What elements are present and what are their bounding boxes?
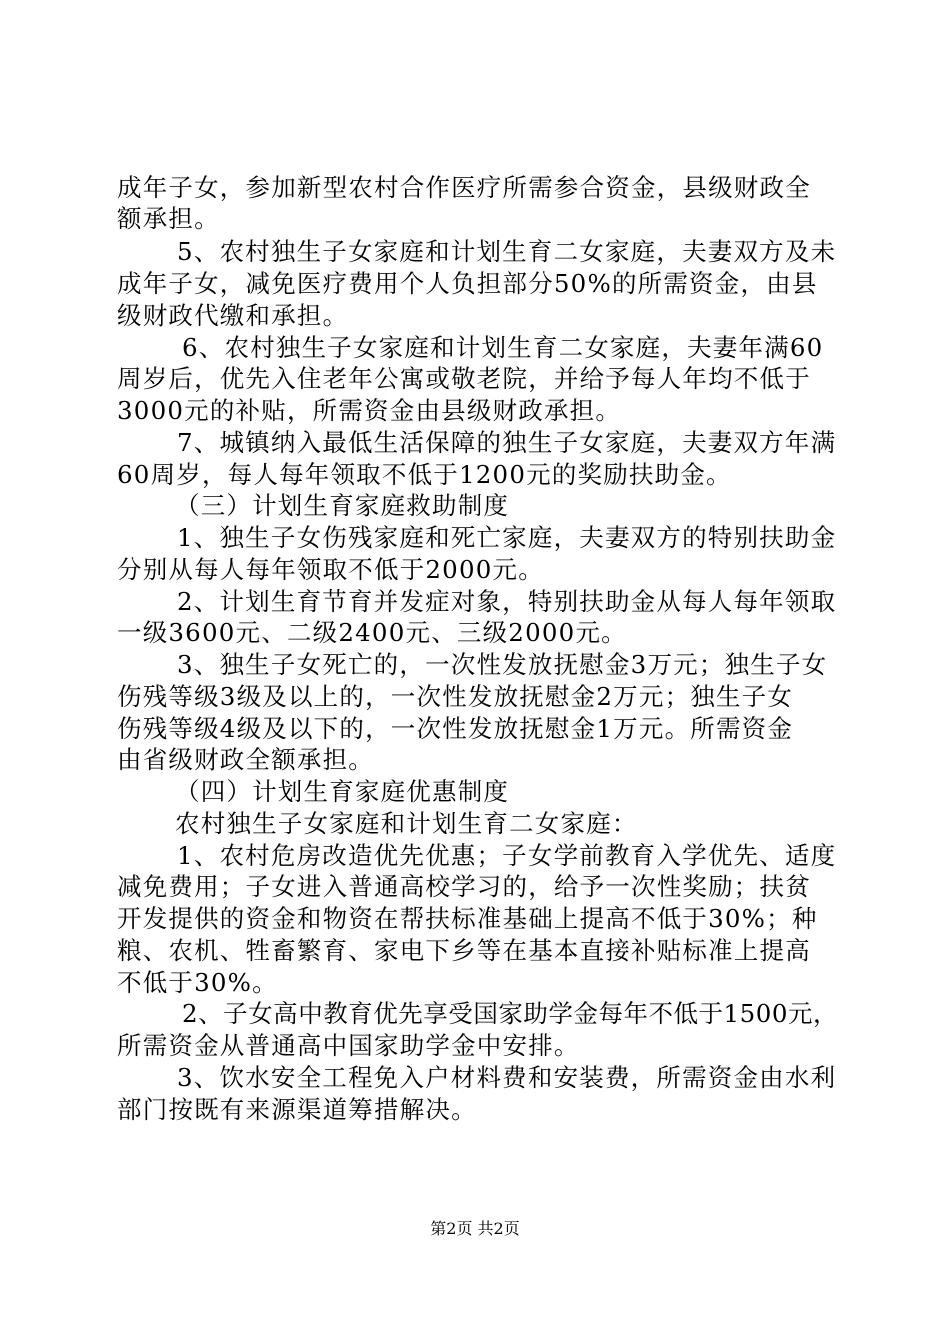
section-heading: （四）计划生育家庭优惠制度 <box>175 777 510 806</box>
text-line: 额承担。 <box>117 204 220 233</box>
text-line: 5、农村独生子女家庭和计划生育二女家庭，夫妻双方及未 <box>177 237 837 266</box>
text-line: 1、农村危房改造优先优惠；子女学前教育入学优先、适度 <box>177 841 837 870</box>
text-line: 不低于30%。 <box>117 968 278 997</box>
text-line: 粮、农机、牲畜繁育、家电下乡等在基本直接补贴标准上提高 <box>117 936 811 965</box>
text-line: 周岁后，优先入住老年公寓或敬老院，并给予每人年均不低于 <box>117 364 811 393</box>
text-line: 2、子女高中教育优先享受国家助学金每年不低于1500元， <box>182 999 839 1028</box>
text-line: 成年子女，减免医疗费用个人负担部分50%的所需资金，由县 <box>117 269 818 298</box>
text-line: 6、农村独生子女家庭和计划生育二女家庭，夫妻年满60 <box>182 333 824 362</box>
text-line: 7、城镇纳入最低生活保障的独生子女家庭，夫妻双方年满 <box>177 428 837 457</box>
text-line: 部门按既有来源渠道筹措解决。 <box>117 1095 477 1124</box>
page-footer: 第2页 共2页 <box>430 1219 520 1238</box>
text-line: 2、计划生育节育并发症对象，特别扶助金从每人每年领取 <box>177 587 837 616</box>
text-line: 伤残等级3级及以上的，一次性发放抚慰金2万元；独生子女 <box>117 682 794 711</box>
text-line: 3000元的补贴，所需资金由县级财政承担。 <box>117 396 622 425</box>
text-line: 级财政代缴和承担。 <box>117 301 349 330</box>
section-heading: （三）计划生育家庭救助制度 <box>175 491 510 520</box>
text-line: 3、独生子女死亡的，一次性发放抚慰金3万元；独生子女 <box>177 650 828 679</box>
text-line: 1、独生子女伤残家庭和死亡家庭，夫妻双方的特别扶助金 <box>177 523 837 552</box>
text-line: 成年子女，参加新型农村合作医疗所需参合资金，县级财政全 <box>117 173 811 202</box>
text-line: 伤残等级4级及以下的，一次性发放抚慰金1万元。所需资金 <box>117 714 794 743</box>
text-line: 农村独生子女家庭和计划生育二女家庭： <box>175 809 638 838</box>
text-line: 一级3600元、二级2400元、三级2000元。 <box>117 618 627 647</box>
text-line: 3、饮水安全工程免入户材料费和安装费，所需资金由水利 <box>177 1063 837 1092</box>
text-line: 由省级财政全额承担。 <box>117 745 374 774</box>
text-line: 60周岁，每人每年领取不低于1200元的奖励扶助金。 <box>117 460 732 489</box>
text-line: 分别从每人每年领取不低于2000元。 <box>117 555 544 584</box>
text-line: 开发提供的资金和物资在帮扶标准基础上提高不低于30%；种 <box>117 904 818 933</box>
text-line: 所需资金从普通高中国家助学金中安排。 <box>117 1031 580 1060</box>
text-line: 减免费用；子女进入普通高校学习的，给予一次性奖励；扶贫 <box>117 872 811 901</box>
